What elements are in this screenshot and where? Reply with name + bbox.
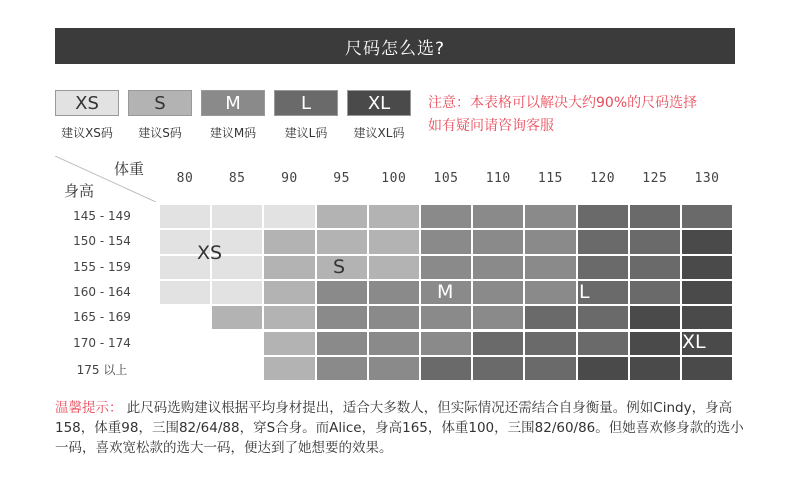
grid-cell-m	[368, 280, 420, 305]
notice-line-2: 如有疑问请咨询客服	[428, 118, 554, 134]
grid-cell-m	[472, 229, 524, 254]
grid-cell-l	[629, 204, 681, 229]
legend-item-m	[201, 90, 265, 141]
tip-body: 此尺码选购建议根据平均身材提出，适合大多数人，但实际情况还需结合自身衡量。例如Cindy，身高158，体重98，三围82/64/88，穿S合身。而Alice，身高165，体重100，三围82/60/86。但她喜欢修身款的选小一码，喜欢宽松款的选大一码，便达到了她想要的效果。	[55, 400, 744, 456]
grid-cell-xl	[681, 305, 733, 330]
legend-label: 建议S码	[138, 126, 182, 140]
grid-cell-xs	[159, 280, 211, 305]
grid-cell-s	[211, 305, 263, 330]
weight-label: 120	[590, 171, 616, 186]
grid-cell-xl	[681, 356, 733, 381]
grid-cell-xl	[629, 356, 681, 381]
notice-text	[428, 92, 697, 138]
height-label: 145 - 149	[73, 209, 131, 223]
grid-cell-m	[368, 331, 420, 356]
grid-cell-m	[316, 331, 368, 356]
grid-cell-s	[263, 255, 315, 280]
grid-cell-s	[368, 255, 420, 280]
grid-cell-l	[577, 204, 629, 229]
weight-axis-title: 体重	[114, 160, 145, 178]
grid-cell-m	[420, 331, 472, 356]
grid-cell-s	[263, 305, 315, 330]
notice-line-1: 注意：本表格可以解决大约90%的尺码选择	[428, 95, 698, 111]
height-label: 155 - 159	[73, 259, 131, 274]
size-region-label-xl: XL	[682, 331, 706, 353]
grid-cell-s	[368, 204, 420, 229]
grid-cell-s	[263, 229, 315, 254]
grid-cell-s	[316, 204, 368, 229]
grid-cell-xs	[159, 204, 211, 229]
grid-cell-l	[524, 305, 576, 330]
grid-cell-m	[472, 255, 524, 280]
size-region-label-m: M	[437, 281, 454, 303]
grid-cell-l	[472, 356, 524, 381]
grid-cell-m	[472, 204, 524, 229]
weight-label: 115	[537, 171, 563, 186]
grid-cell-m	[368, 356, 420, 381]
grid-cell-l	[577, 331, 629, 356]
grid-cell-m	[420, 305, 472, 330]
grid-cell-m	[420, 255, 472, 280]
weight-label: 130	[694, 171, 720, 186]
legend-swatch: L	[274, 90, 338, 116]
height-axis-title: 身高	[64, 182, 95, 200]
height-label: 175 以上	[76, 362, 128, 377]
grid-cell-l	[629, 255, 681, 280]
legend-label: 建议XS码	[61, 126, 113, 140]
grid-cell-l	[681, 204, 733, 229]
grid-cell-l	[577, 305, 629, 330]
grid-cell-l	[524, 356, 576, 381]
grid-cell-xl	[681, 280, 733, 305]
legend-label: 建议XL码	[353, 126, 405, 140]
height-label: 160 - 164	[73, 284, 131, 299]
weight-label: 90	[281, 171, 298, 186]
height-label: 170 - 174	[73, 335, 131, 350]
grid-cell-l	[629, 229, 681, 254]
grid-cell-xl	[577, 356, 629, 381]
grid-cell-xl	[681, 229, 733, 254]
grid-cell-xs	[263, 204, 315, 229]
grid-cell-s	[368, 229, 420, 254]
grid-cell-m	[420, 229, 472, 254]
page-title: 尺码怎么选?	[55, 28, 735, 64]
height-label: 150 - 154	[73, 234, 131, 249]
weight-label: 105	[433, 171, 459, 186]
grid-cell-xl	[629, 331, 681, 356]
grid-cell-xl	[629, 305, 681, 330]
grid-cell-s	[316, 229, 368, 254]
grid-cell-m	[524, 280, 576, 305]
grid-cell-m	[472, 305, 524, 330]
grid-cell-l	[577, 255, 629, 280]
legend-item-xl	[347, 90, 411, 141]
grid-cell-xl	[681, 255, 733, 280]
grid-cell-m	[368, 305, 420, 330]
grid-cell-m	[316, 305, 368, 330]
grid-cell-xs	[211, 204, 263, 229]
weight-label: 95	[333, 171, 350, 186]
grid-cell-l	[472, 331, 524, 356]
grid-cell-m	[524, 229, 576, 254]
weight-label: 85	[228, 171, 246, 186]
size-region-label-s: S	[333, 256, 346, 278]
tip-prefix: 温馨提示：	[55, 400, 123, 416]
grid-cell-s	[263, 356, 315, 381]
legend-label: 建议L码	[284, 126, 328, 140]
legend-swatch: XS	[55, 90, 119, 116]
legend-swatch: S	[128, 90, 192, 116]
legend-item-s	[128, 90, 192, 141]
grid-cell-m	[524, 204, 576, 229]
grid-cell-m	[420, 204, 472, 229]
warm-tip	[55, 398, 745, 458]
size-region-label-xs: XS	[197, 242, 223, 264]
grid-cell-l	[420, 356, 472, 381]
grid-cell-l	[629, 280, 681, 305]
legend-swatch: M	[201, 90, 265, 116]
grid-cell-l	[577, 229, 629, 254]
grid-cell-m	[316, 280, 368, 305]
legend-label: 建议M码	[209, 126, 257, 140]
grid-cell-m	[316, 356, 368, 381]
grid-cell-s	[263, 331, 315, 356]
weight-label: 125	[642, 171, 668, 186]
height-label: 165 - 169	[73, 310, 131, 325]
grid-cell-l	[524, 331, 576, 356]
weight-label: 110	[485, 171, 511, 186]
weight-label: 100	[381, 171, 407, 186]
legend-item-l	[274, 90, 338, 141]
legend-swatch: XL	[347, 90, 411, 116]
size-region-label-l: L	[579, 281, 590, 303]
grid-cell-xs	[211, 280, 263, 305]
legend-item-xs	[55, 90, 119, 141]
grid-cell-m	[524, 255, 576, 280]
grid-cell-m	[472, 280, 524, 305]
grid-cell-s	[263, 280, 315, 305]
weight-label: 80	[176, 171, 194, 186]
